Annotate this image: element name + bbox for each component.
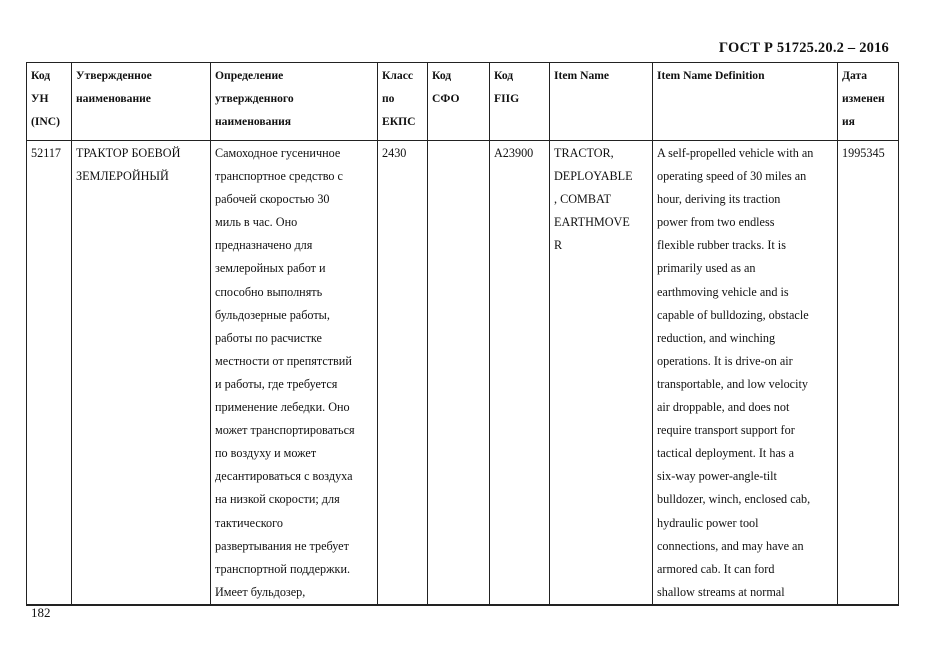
cell-item-name: TRACTOR, DEPLOYABLE , COMBAT EARTHMOVE R xyxy=(550,141,653,605)
cell-item-name-definition: A self-propelled vehicle with an operating speed of 30 miles an hour, deriving its traction power from two endless flexible rubber tracks. It is primarily used as an earthmoving vehicle and is capable of bulldozing, obstacle reduction, and winching operations. It is drive-on air transportable, and low velocity air droppable, and does not require transport support for tactical deployment. It has a six-way power-angle-tilt bulldozer, winch, enclosed cab, hydraulic power tool connections, and may have an armored cab. It can ford shallow streams at normal xyxy=(653,141,838,605)
cell-sfo-code xyxy=(428,141,490,605)
header-inc-code: Код УН (INC) xyxy=(27,63,72,141)
cell-approved-name: ТРАКТОР БОЕВОЙ ЗЕМЛЕРОЙНЫЙ xyxy=(72,141,211,605)
header-item-name: Item Name xyxy=(550,63,653,141)
document-standard-title: ГОСТ Р 51725.20.2 – 2016 xyxy=(718,40,889,56)
header-approved-name: Утвержденное наименование xyxy=(72,63,211,141)
cell-inc-code: 52117 xyxy=(27,141,72,605)
table-header-row xyxy=(27,63,899,141)
cell-change-date: 1995345 xyxy=(838,141,899,605)
header-sfo-code: Код СФО xyxy=(428,63,490,141)
cell-fiig-code: A23900 xyxy=(490,141,550,605)
cell-definition-ru: Самоходное гусеничное транспортное средство с рабочей скоростью 30 миль в час. Оно предназначено для землеройных работ и способно выполнять бульдозерные работы, работы по расчистке местности от препятствий и работы, где требуется применение лебедки. Оно может транспортироваться по воздуху и может десантироваться с воздуха на низкой скорости; для тактического развертывания не требует транспортной поддержки. Имеет бульдозер, xyxy=(211,141,378,605)
cell-ekps-class: 2430 xyxy=(378,141,428,605)
header-item-name-definition: Item Name Definition xyxy=(653,63,838,141)
header-fiig-code: Код FIIG xyxy=(490,63,550,141)
nomenclature-table xyxy=(26,62,899,606)
header-definition-ru: Определение утвержденного наименования xyxy=(211,63,378,141)
header-ekps-class: Класс по ЕКПС xyxy=(378,63,428,141)
page-number: 182 xyxy=(31,605,51,620)
header-change-date: Дата изменен ия xyxy=(838,63,899,141)
table-row xyxy=(27,141,899,605)
